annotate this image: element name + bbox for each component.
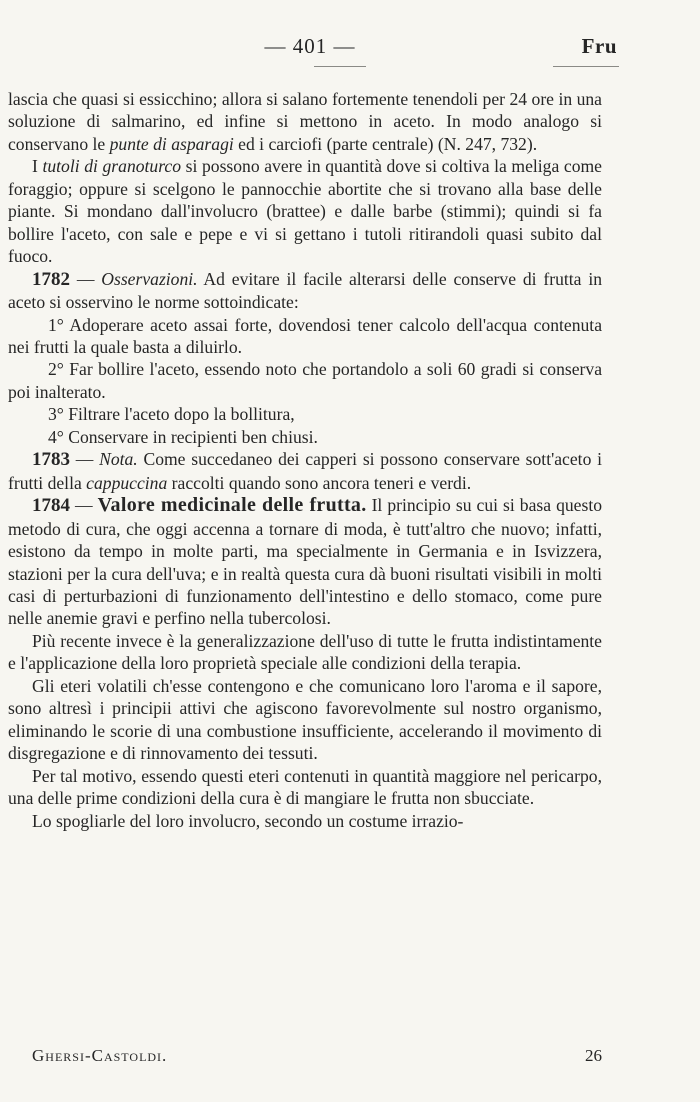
section-number: 1784 bbox=[32, 495, 70, 517]
text-run: — bbox=[70, 268, 102, 289]
sheet-number: 26 bbox=[585, 1046, 602, 1065]
page-footer bbox=[32, 1046, 602, 1066]
text-run: 2° Far bollire l'aceto, essendo noto che portandolo a soli 60 gradi si conserva poi inalterato. bbox=[8, 359, 602, 402]
text-run: I bbox=[32, 156, 43, 177]
text-run: ed i carciofi (parte centrale) (N. 247, 732). bbox=[233, 133, 538, 154]
text-run: Per tal motivo, essendo questi eteri contenuti in quantità maggiore nel pericarpo, una delle prime condizioni della cura è di mangiare le frutta non sbucciate. bbox=[8, 765, 602, 809]
text-run: — bbox=[70, 495, 98, 516]
section-number: 1783 bbox=[32, 449, 70, 471]
text-run: Più recente invece è la generalizzazione dell'uso di tutte le frutta indistintamente e l'applicazione della loro proprietà speciale alle condizioni della terapia. bbox=[8, 630, 602, 674]
text-run: Lo spogliarle del loro involucro, secondo un costume irrazio- bbox=[32, 810, 464, 831]
text-run: si possono avere in quantità dove si coltiva la meliga come foraggio; oppure si scelgono le pannocchie abortite che si trovano alla base delle piante. Si mondano dall'involucro (brattee) e dalle barbe (stimmi); quindi si fa bollire l'aceto, con sale e pepe e vi si gettano i tutoli ritirandoli quasi subito dal fuoco. bbox=[8, 156, 602, 267]
paragraph bbox=[8, 314, 602, 359]
paragraph bbox=[8, 268, 602, 314]
text-run: raccolti quando sono ancora teneri e verdi. bbox=[167, 472, 472, 493]
body-text bbox=[8, 88, 602, 832]
text-run: Il principio su cui si basa questo metodo di cura, che oggi accenna a tornare di moda, è tutt'altro che nuovo; infatti, esistono da tempo in molte parti, ma specialmente in Germania e in Isvizzera, stazioni per la cura dell'uva; e in realtà questa cura dà buoni risultati visibili in molti casi di perturbazioni di funzionamento dell'intestino e dello stomaco, come pure nelle anemie gravi e perfino nella tubercolosi. bbox=[8, 495, 603, 629]
paragraph bbox=[8, 155, 602, 267]
page-number: — 401 — bbox=[264, 34, 356, 58]
italic-text: Nota. bbox=[99, 449, 138, 470]
text-run: Ad evitare il facile alterarsi delle conserve di frutta in aceto si osservino le norme sottoindicate: bbox=[8, 268, 603, 313]
paragraph bbox=[8, 810, 602, 832]
text-run: Gli eteri volatili ch'esse contengono e che comunicano loro l'aroma e il sapore, sono altresì i principii attivi che agiscono favorevolmente sul nostro organismo, eliminando le scorie di una combustione insufficiente, accelerando il movimento di disgregazione e di rinnovamento dei tessuti. bbox=[8, 675, 602, 764]
text-run: lascia che quasi si essicchino; allora si salano fortemente tenendoli per 24 ore in una soluzione di salmarino, ed infine si mettono in aceto. In modo analogo si conservano le bbox=[8, 89, 602, 154]
italic-text: cappuccina bbox=[86, 472, 168, 493]
paragraph bbox=[8, 403, 602, 425]
section-number: 1782 bbox=[32, 268, 70, 290]
text-run: 4° Conservare in recipienti ben chiusi. bbox=[48, 426, 318, 447]
text-run: — bbox=[70, 449, 100, 470]
header-rule bbox=[314, 66, 366, 67]
paragraph bbox=[8, 630, 602, 675]
paragraph bbox=[8, 494, 602, 630]
running-head-rule bbox=[553, 66, 619, 67]
section-heading: Valore medicinale delle frutta. bbox=[97, 494, 367, 517]
italic-text: Osservazioni. bbox=[101, 268, 198, 289]
text-run: 3° Filtrare l'aceto dopo la bollitura, bbox=[48, 404, 295, 425]
paragraph bbox=[8, 765, 602, 810]
italic-text: tutoli di granoturco bbox=[42, 156, 182, 177]
italic-text: punte di asparagi bbox=[109, 133, 234, 154]
paragraph bbox=[8, 358, 602, 403]
text-run: Come succedaneo dei capperi si possono conservare sott'aceto i frutti della bbox=[8, 449, 602, 493]
paragraph bbox=[8, 426, 602, 448]
paragraph bbox=[8, 88, 602, 155]
printer-signature: Ghersi-Castoldi. bbox=[32, 1046, 168, 1065]
paragraph bbox=[8, 448, 602, 494]
text-run: 1° Adoperare aceto assai forte, dovendosi tener calcolo dell'acqua contenuta nei frutti la quale basta a diluirlo. bbox=[8, 314, 602, 357]
paragraph bbox=[8, 675, 602, 765]
running-head: Fru bbox=[581, 34, 617, 58]
